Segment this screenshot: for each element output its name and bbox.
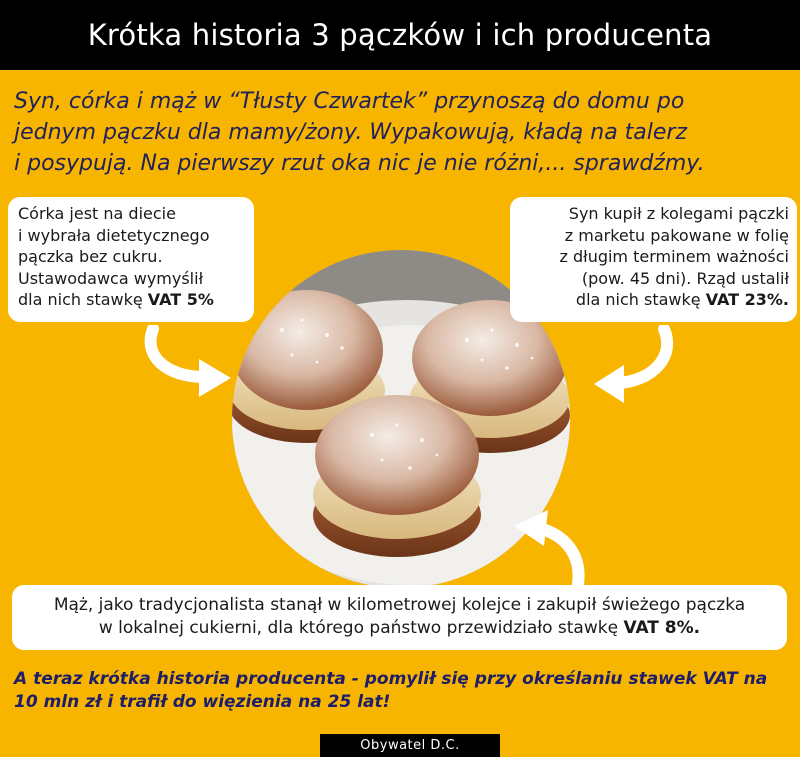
daughter-rate-prefix: dla nich stawkę: [18, 290, 148, 309]
vat-23-label: VAT 23%.: [705, 290, 789, 309]
son-line: z długim terminem ważności: [559, 247, 789, 266]
daughter-line: Ustawodawca wymyślił: [18, 268, 204, 288]
page-title: Krótka historia 3 pączków i ich producenta: [0, 0, 800, 70]
intro-line: i posypują. Na pierwszy rzut oka nic je nie różni,... sprawdźmy.: [14, 151, 705, 176]
donut-front: [313, 395, 481, 557]
son-story: [510, 197, 797, 322]
daughter-line: pączka bez cukru.: [18, 247, 163, 266]
curved-arrow-left-icon: [135, 325, 235, 400]
daughter-line: [18, 289, 244, 311]
son-line: (pow. 45 dni). Rząd ustalił: [581, 268, 789, 288]
daughter-line: i wybrała dietetycznego: [18, 225, 210, 245]
conclusion-text: [14, 668, 794, 714]
conclusion-line: 10 mln zł i trafił do więzienia na 25 lat!: [14, 692, 391, 712]
husband-rate-prefix: w lokalnej cukierni, dla którego państwo przewidziało stawkę: [98, 618, 624, 638]
curved-arrow-bottom-icon: [508, 498, 598, 588]
intro-text: [14, 86, 794, 179]
intro-line: Syn, córka i mąż w “Tłusty Czwartek” przynoszą do domu po: [14, 89, 685, 114]
daughter-story: [8, 197, 254, 322]
husband-story: [12, 585, 787, 650]
husband-line: Mąż, jako tradycjonalista stanął w kilometrowej kolejce i zakupił świeżego pączka: [53, 595, 746, 615]
vat-8-label: VAT 8%.: [623, 618, 701, 638]
vat-5-label: VAT 5%: [147, 290, 214, 309]
son-line: z marketu pakowane w folię: [564, 225, 789, 245]
author-signature: Obywatel D.C.: [320, 734, 500, 757]
son-line: Syn kupił z kolegami pączki: [568, 204, 789, 223]
curved-arrow-right-icon: [590, 325, 685, 405]
intro-line: jednym pączku dla mamy/żony. Wypakowują, kładą na talerz: [14, 120, 688, 145]
conclusion-line: A teraz krótka historia producenta - pomylił się przy określaniu stawek VAT na: [14, 669, 768, 689]
husband-line: [22, 617, 777, 640]
son-rate-prefix: dla nich stawkę: [575, 290, 706, 309]
son-line: [518, 289, 789, 311]
daughter-line: Córka jest na diecie: [18, 204, 176, 223]
